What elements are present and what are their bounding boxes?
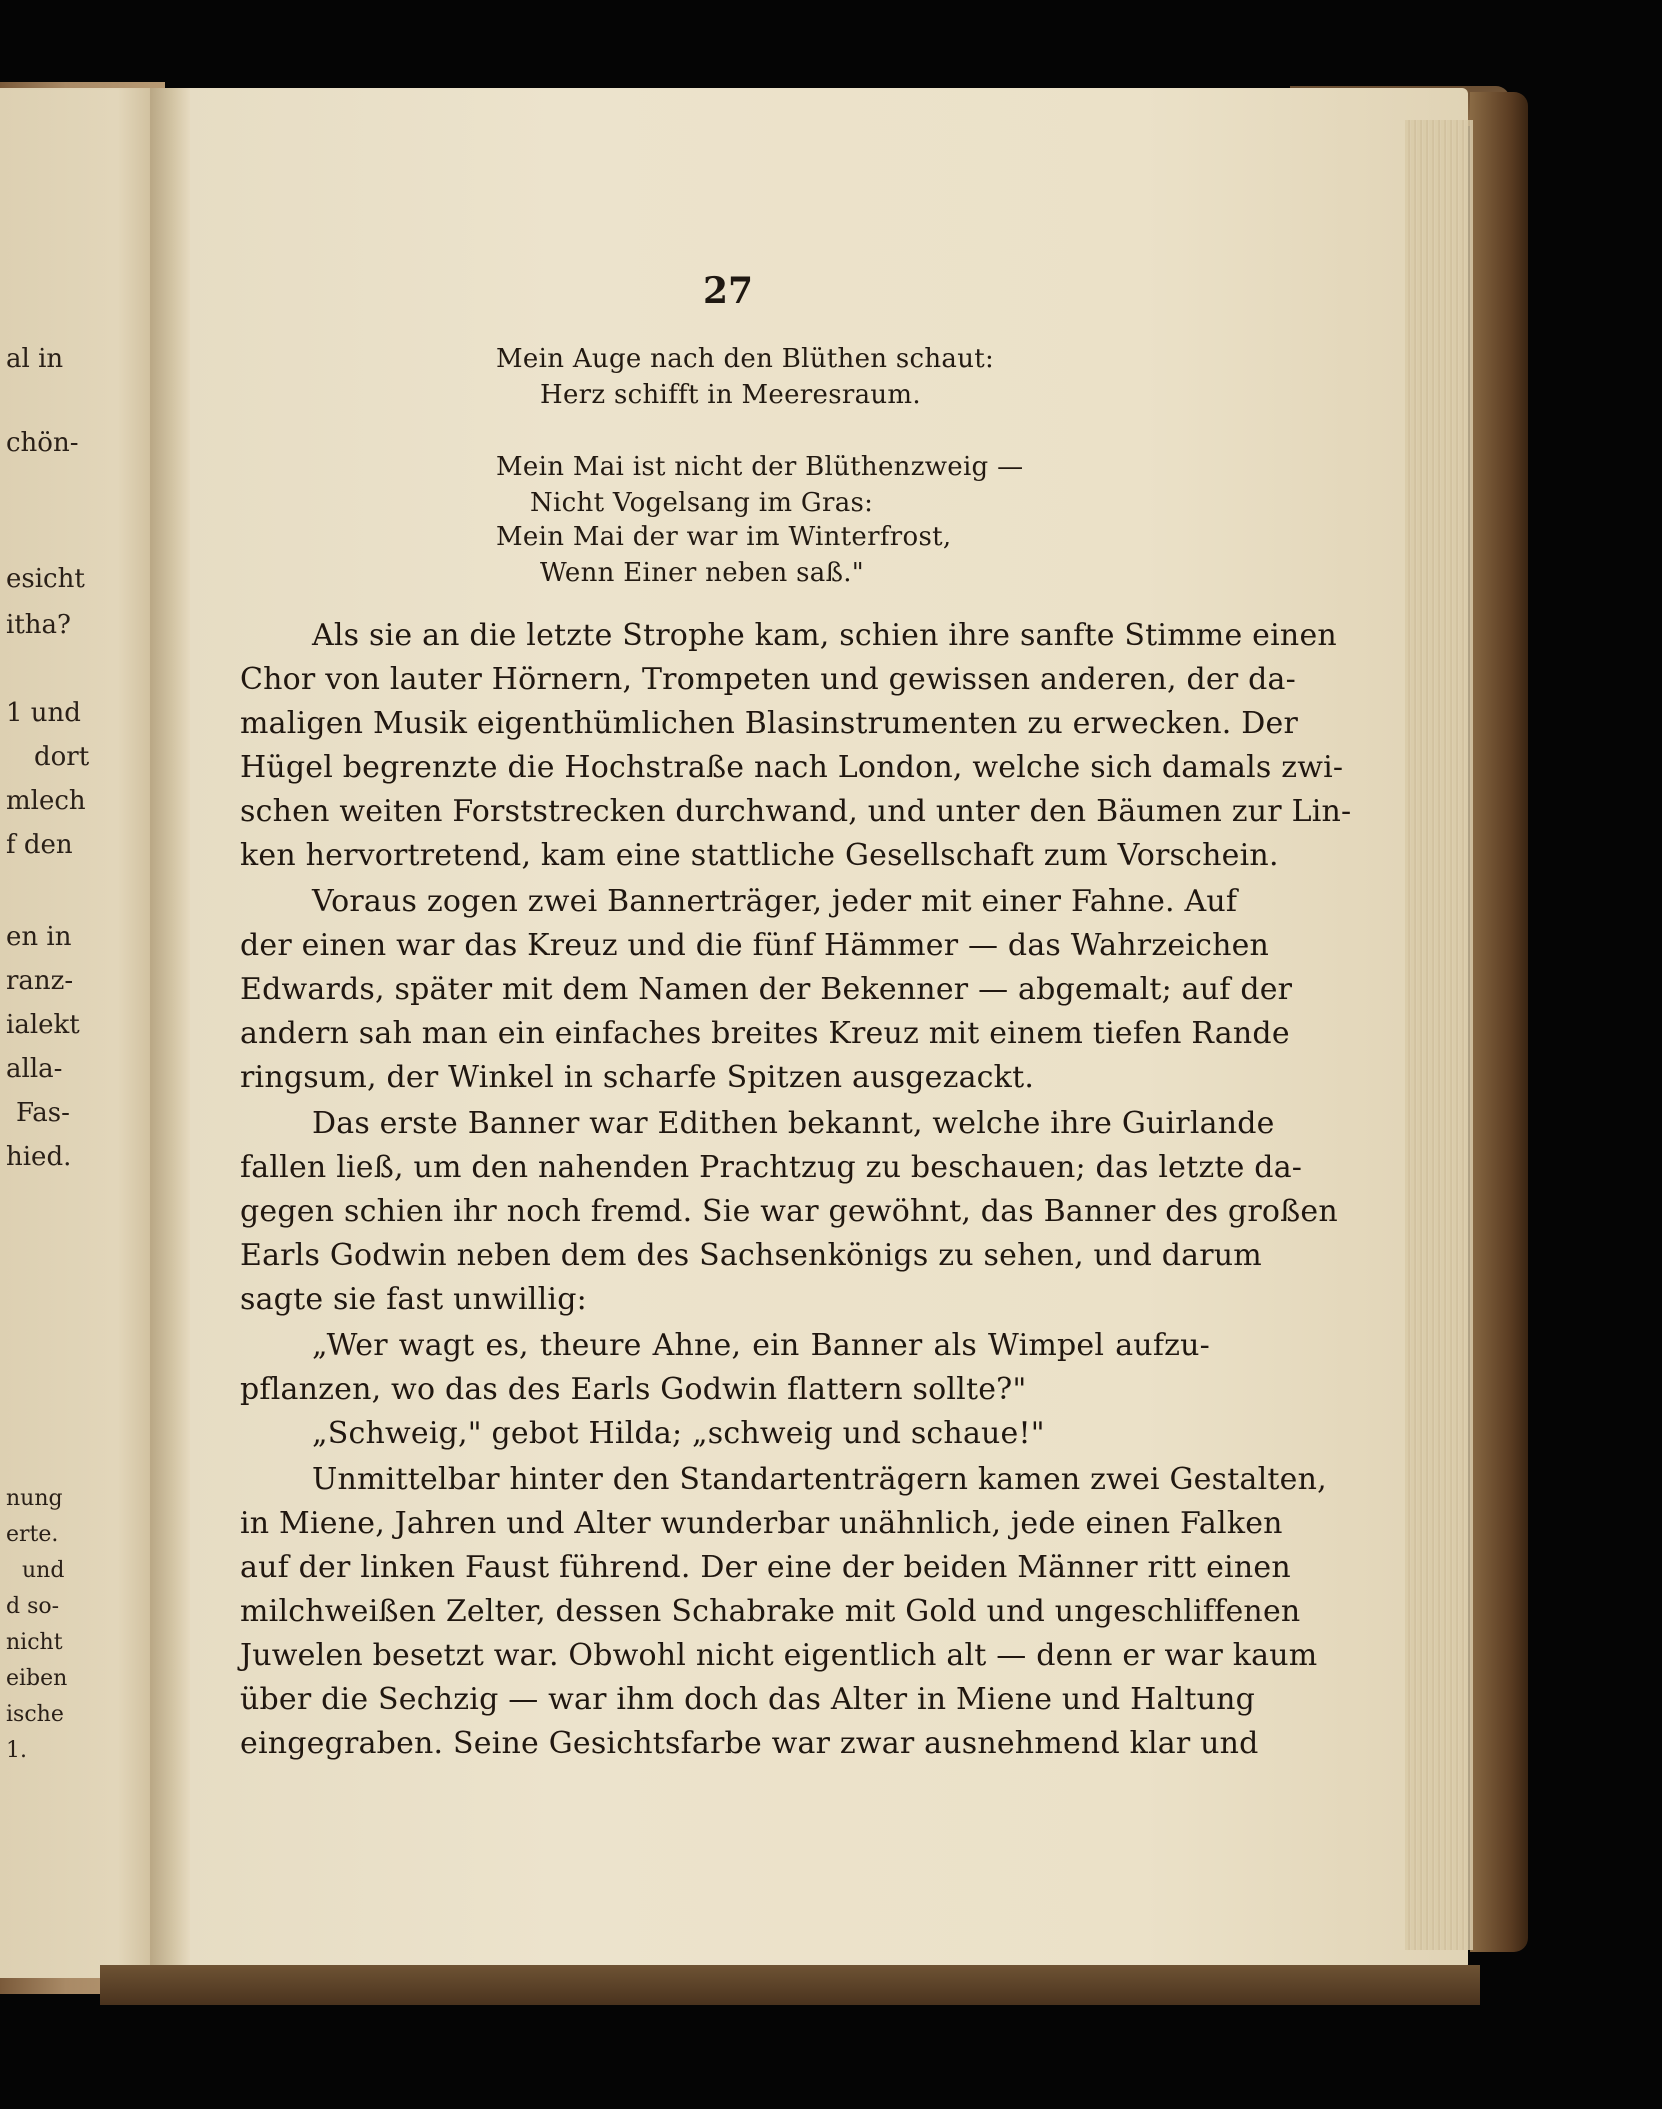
left-fragment: und (22, 1558, 65, 1583)
text-line: in Miene, Jahren und Alter wunderbar unähnlich, jede einen Falken (240, 1506, 1283, 1541)
text-line: Voraus zogen zwei Bannerträger, jeder mit einer Fahne. Auf (312, 884, 1238, 919)
left-fragment: mlech (6, 786, 86, 816)
book-gutter (150, 88, 190, 1978)
text-line: Das erste Banner war Edithen bekannt, welche ihre Guirlande (312, 1106, 1275, 1141)
left-fragment: ranz- (6, 966, 74, 996)
text-line: andern sah man ein einfaches breites Kreuz mit einem tiefen Rande (240, 1016, 1290, 1051)
left-fragment: alla- (6, 1054, 63, 1084)
left-fragment: esicht (6, 564, 85, 594)
text-line: schen weiten Forststrecken durchwand, und unter den Bäumen zur Lin- (240, 794, 1352, 829)
left-fragment: eiben (6, 1666, 68, 1691)
left-fragment: nicht (6, 1630, 63, 1655)
text-line: Juwelen besetzt war. Obwohl nicht eigentlich alt — denn er war kaum (240, 1638, 1318, 1673)
poem-line: Mein Auge nach den Blüthen schaut: (496, 344, 995, 374)
text-line: auf der linken Faust führend. Der eine der beiden Männer ritt einen (240, 1550, 1291, 1585)
left-fragment: en in (6, 922, 72, 952)
page-edges (1405, 120, 1473, 1950)
left-fragment: hied. (6, 1142, 72, 1172)
text-line: milchweißen Zelter, dessen Schabrake mit Gold und ungeschliffenen (240, 1594, 1301, 1629)
poem-line: Nicht Vogelsang im Gras: (530, 488, 874, 518)
text-line: ken hervortretend, kam eine stattliche Gesellschaft zum Vorschein. (240, 838, 1279, 873)
text-line: Hügel begrenzte die Hochstraße nach London, welche sich damals zwi- (240, 750, 1344, 785)
left-fragment: itha? (6, 610, 71, 640)
text-line: „Wer wagt es, theure Ahne, ein Banner als Wimpel aufzu- (312, 1328, 1210, 1363)
poem-line: Wenn Einer neben saß." (540, 558, 865, 588)
left-fragment: dort (34, 742, 90, 772)
text-line: Earls Godwin neben dem des Sachsenkönigs zu sehen, und darum (240, 1238, 1262, 1273)
left-fragment: d so- (6, 1594, 60, 1619)
text-line: Als sie an die letzte Strophe kam, schien ihre sanfte Stimme einen (312, 618, 1337, 653)
text-line: eingegraben. Seine Gesichtsfarbe war zwar ausnehmend klar und (240, 1726, 1259, 1761)
left-fragment: Fas- (16, 1098, 70, 1128)
text-line: Unmittelbar hinter den Standartenträgern kamen zwei Gestalten, (312, 1462, 1327, 1497)
left-fragment: nung (6, 1486, 63, 1511)
page-number: 27 (702, 270, 754, 312)
left-fragment: al in (6, 344, 64, 374)
left-fragment: erte. (6, 1522, 59, 1547)
book-cover-right (1470, 92, 1528, 1952)
book-bottom-edge (100, 1965, 1480, 2005)
left-fragment: 1 und (6, 698, 81, 728)
text-line: Chor von lauter Hörnern, Trompeten und gewissen anderen, der da- (240, 662, 1296, 697)
poem-line: Herz schifft in Meeresraum. (540, 380, 921, 410)
text-line: maligen Musik eigenthümlichen Blasinstrumenten zu erwecken. Der (240, 706, 1298, 741)
text-line: über die Sechzig — war ihm doch das Alter in Miene und Haltung (240, 1682, 1256, 1717)
text-line: Edwards, später mit dem Namen der Bekenner — abgemalt; auf der (240, 972, 1293, 1007)
left-fragment: ialekt (6, 1010, 80, 1040)
text-line: „Schweig," gebot Hilda; „schweig und schaue!" (312, 1416, 1045, 1451)
left-fragment: chön- (6, 428, 79, 458)
left-fragment: f den (6, 830, 73, 860)
left-fragment: 1. (6, 1738, 27, 1763)
text-line: pflanzen, wo das des Earls Godwin flattern sollte?" (240, 1372, 1027, 1407)
poem-line: Mein Mai ist nicht der Blüthenzweig — (496, 452, 1024, 482)
previous-page (0, 88, 168, 1978)
text-line: fallen ließ, um den nahenden Prachtzug zu beschauen; das letzte da- (240, 1150, 1303, 1185)
text-line: der einen war das Kreuz und die fünf Hämmer — das Wahrzeichen (240, 928, 1270, 963)
text-line: ringsum, der Winkel in scharfe Spitzen ausgezackt. (240, 1060, 1035, 1095)
left-fragment: ische (6, 1702, 64, 1727)
poem-line: Mein Mai der war im Winterfrost, (496, 522, 952, 552)
text-line: gegen schien ihr noch fremd. Sie war gewöhnt, das Banner des großen (240, 1194, 1338, 1229)
text-line: sagte sie fast unwillig: (240, 1282, 587, 1317)
